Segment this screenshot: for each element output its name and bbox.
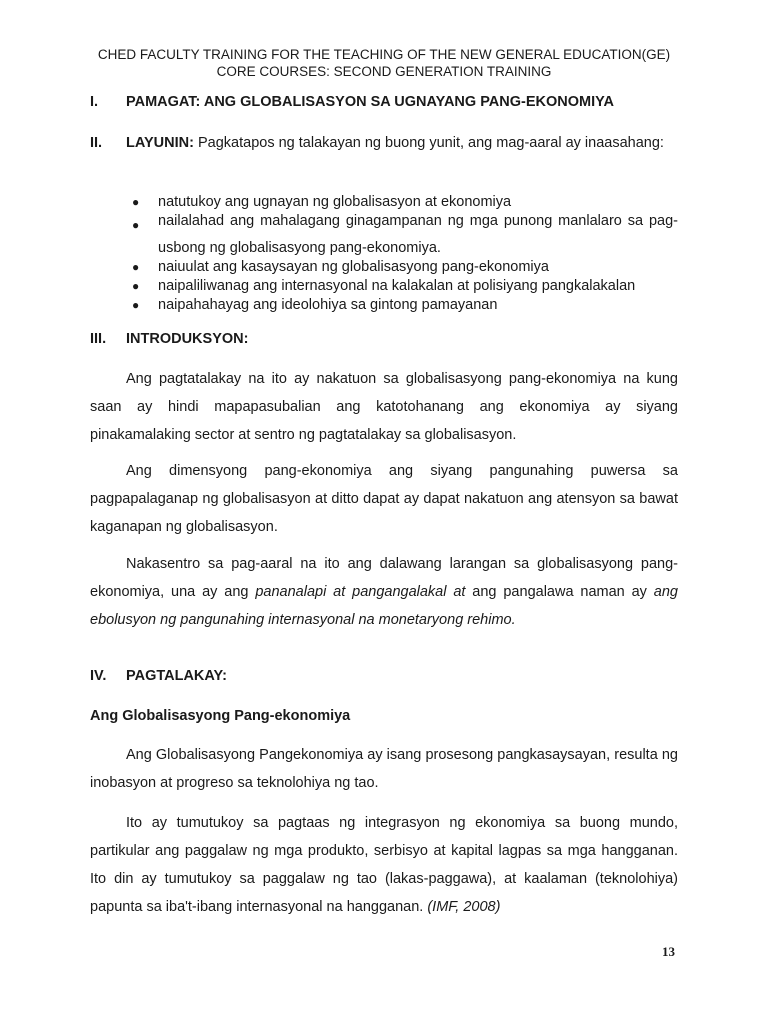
bullet-icon: ● [132, 260, 140, 274]
section-2 [90, 130, 678, 156]
document-header [0, 46, 768, 80]
list-item: ● natutukoy ang ugnayan ng globalisasyon at ekonomiya [132, 194, 512, 210]
section-3-title: INTRODUKSYON: [126, 331, 249, 347]
section-4-title: PAGTALAKAY: [126, 668, 227, 684]
header-line-2: CORE COURSES: SECOND GENERATION TRAINING [216, 64, 552, 79]
list-item: ● nailalahad ang mahalagang ginagampanan ng mga punong manlalaro sa pag-usbong ng globalisasyong pang-ekonomiya. [132, 213, 678, 256]
header-line-1: CHED FACULTY TRAINING FOR THE TEACHING OF THE NEW GENERAL EDUCATION(GE) [97, 47, 671, 62]
section-2-text [126, 130, 678, 156]
discussion-paragraph-2: Ito ay tumutukoy sa pagtaas ng integrasyon ng ekonomiya sa buong mundo, partikular ang paggalaw ng mga produkto, serbisyo at kapital lagpas sa mga hangganan. Ito din ay tumutukoy sa paggalaw ng tao (lakas-paggawa), at kaalaman (teknolohiya) papunta sa iba't-ibang internasyonal na hangganan. (IMF, 2008) [90, 815, 678, 915]
list-item: ● naiuulat ang kasaysayan ng globalisasyong pang-ekonomiya [132, 259, 549, 275]
section-2-number: II. [90, 135, 103, 151]
page-number: 13 [662, 944, 675, 959]
bullet-icon: ● [132, 218, 140, 232]
section-1-title: PAMAGAT: ANG GLOBALISASYON SA UGNAYANG PANG-EKONOMIYA [126, 94, 614, 110]
list-item: ● naipaliliwanag ang internasyonal na kalakalan at polisiyang pangkalakalan [132, 278, 636, 294]
section-4-number: IV. [90, 668, 107, 684]
bullet-icon: ● [132, 298, 140, 312]
objectives-list [126, 193, 678, 315]
section-1 [90, 94, 678, 110]
intro-paragraph-2: Ang dimensyong pang-ekonomiya ang siyang pangunahing puwersa sa pagpapalaganap ng globalisasyon at ditto dapat ay dapat nakatuon ang atensyon sa bawat kaganapan ng globalisasyon. [90, 463, 678, 535]
section-1-number: I. [90, 94, 99, 110]
section-3-number: III. [90, 331, 107, 347]
section-4 [90, 668, 678, 684]
intro-paragraph-3: Nakasentro sa pag-aaral na ito ang dalawang larangan sa globalisasyong pang-ekonomiya, una ay ang pananalapi at pangangalakal at ang pangalawa naman ay ang ebolusyon ng pangunahing internasyonal na monetaryong rehimo. [90, 556, 678, 628]
bullet-icon: ● [132, 279, 140, 293]
discussion-paragraph-1: Ang Globalisasyong Pangekonomiya ay isang prosesong pangkasaysayan, resulta ng inobasyon at progreso sa teknolohiya ng tao. [90, 747, 678, 791]
bullet-icon: ● [132, 195, 140, 209]
list-item: ● naipahahayag ang ideolohiya sa gintong pamayanan [132, 297, 498, 313]
intro-paragraph-1: Ang pagtatalakay na ito ay nakatuon sa globalisasyong pang-ekonomiya na kung saan ay hindi mapapasubalian ang katotohanang ang ekonomiya ay siyang pinakamalaking sector at sentro ng pagtatalakay sa globalisasyon. [90, 371, 678, 443]
section-2-intro: Pagkatapos ng talakayan ng buong yunit, ang mag-aaral ay inaasahang: [193, 135, 664, 151]
section-3 [90, 331, 678, 347]
subsection-title: Ang Globalisasyong Pang-ekonomiya [90, 708, 351, 724]
section-2-label: LAYUNIN: [126, 135, 194, 151]
